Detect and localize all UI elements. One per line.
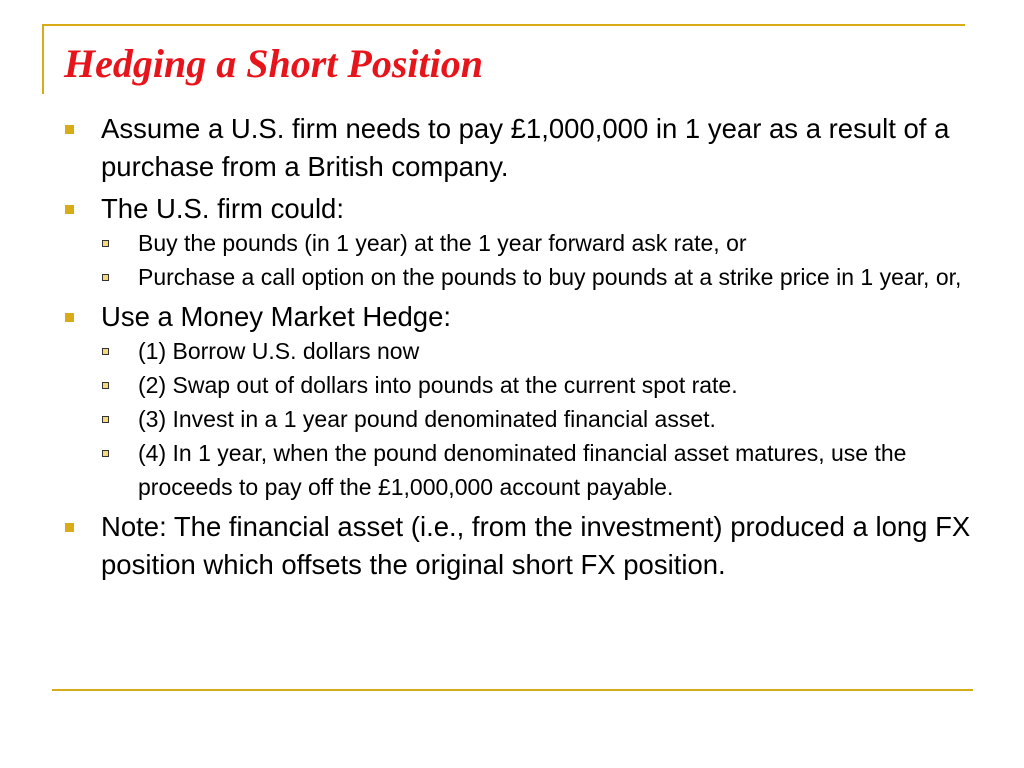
hollow-square-bullet-icon [102, 382, 109, 389]
square-bullet-icon [65, 313, 74, 322]
bullet-assume [64, 110, 974, 186]
sub-bullet-text: (2) Swap out of dollars into pounds at the current spot rate. [138, 372, 738, 398]
hollow-square-bullet-icon [102, 274, 109, 281]
slide-content [64, 110, 974, 584]
frame-top-rule [42, 24, 965, 26]
sub-bullet-text: Buy the pounds (in 1 year) at the 1 year forward ask rate, or [138, 230, 747, 256]
sub-bullet-text: (4) In 1 year, when the pound denominated financial asset matures, use the proceeds to pay off the £1,000,000 account payable. [138, 440, 907, 500]
bullet-text: The U.S. firm could: [101, 193, 344, 224]
bullet-text: Use a Money Market Hedge: [101, 301, 452, 332]
bullet-text: Assume a U.S. firm needs to pay £1,000,000 in 1 year as a result of a purchase from a British company. [101, 113, 950, 182]
frame-left-rule [42, 24, 44, 94]
bullet-note [64, 508, 974, 584]
sub-bullet-text: Purchase a call option on the pounds to buy pounds at a strike price in 1 year, or, [138, 264, 962, 290]
square-bullet-icon [65, 523, 74, 532]
square-bullet-icon [65, 125, 74, 134]
sub-bullet-step-4 [101, 436, 974, 504]
bullet-text: Note: The financial asset (i.e., from the investment) produced a long FX position which offsets the original short FX position. [101, 511, 971, 580]
bullet-firm-could [64, 190, 974, 228]
sub-bullet-call-option [101, 260, 974, 294]
hollow-square-bullet-icon [102, 240, 109, 247]
sub-bullet-text: (3) Invest in a 1 year pound denominated financial asset. [138, 406, 716, 432]
bullet-money-market [64, 298, 974, 336]
sub-bullet-step-1 [101, 334, 974, 368]
hollow-square-bullet-icon [102, 416, 109, 423]
sub-bullet-forward [101, 226, 974, 260]
sub-bullet-step-2 [101, 368, 974, 402]
slide-title: Hedging a Short Position [64, 41, 483, 86]
square-bullet-icon [65, 205, 74, 214]
sub-bullet-text: (1) Borrow U.S. dollars now [138, 338, 420, 364]
frame-bottom-rule [52, 689, 973, 691]
sub-bullet-step-3 [101, 402, 974, 436]
hollow-square-bullet-icon [102, 348, 109, 355]
hollow-square-bullet-icon [102, 450, 109, 457]
